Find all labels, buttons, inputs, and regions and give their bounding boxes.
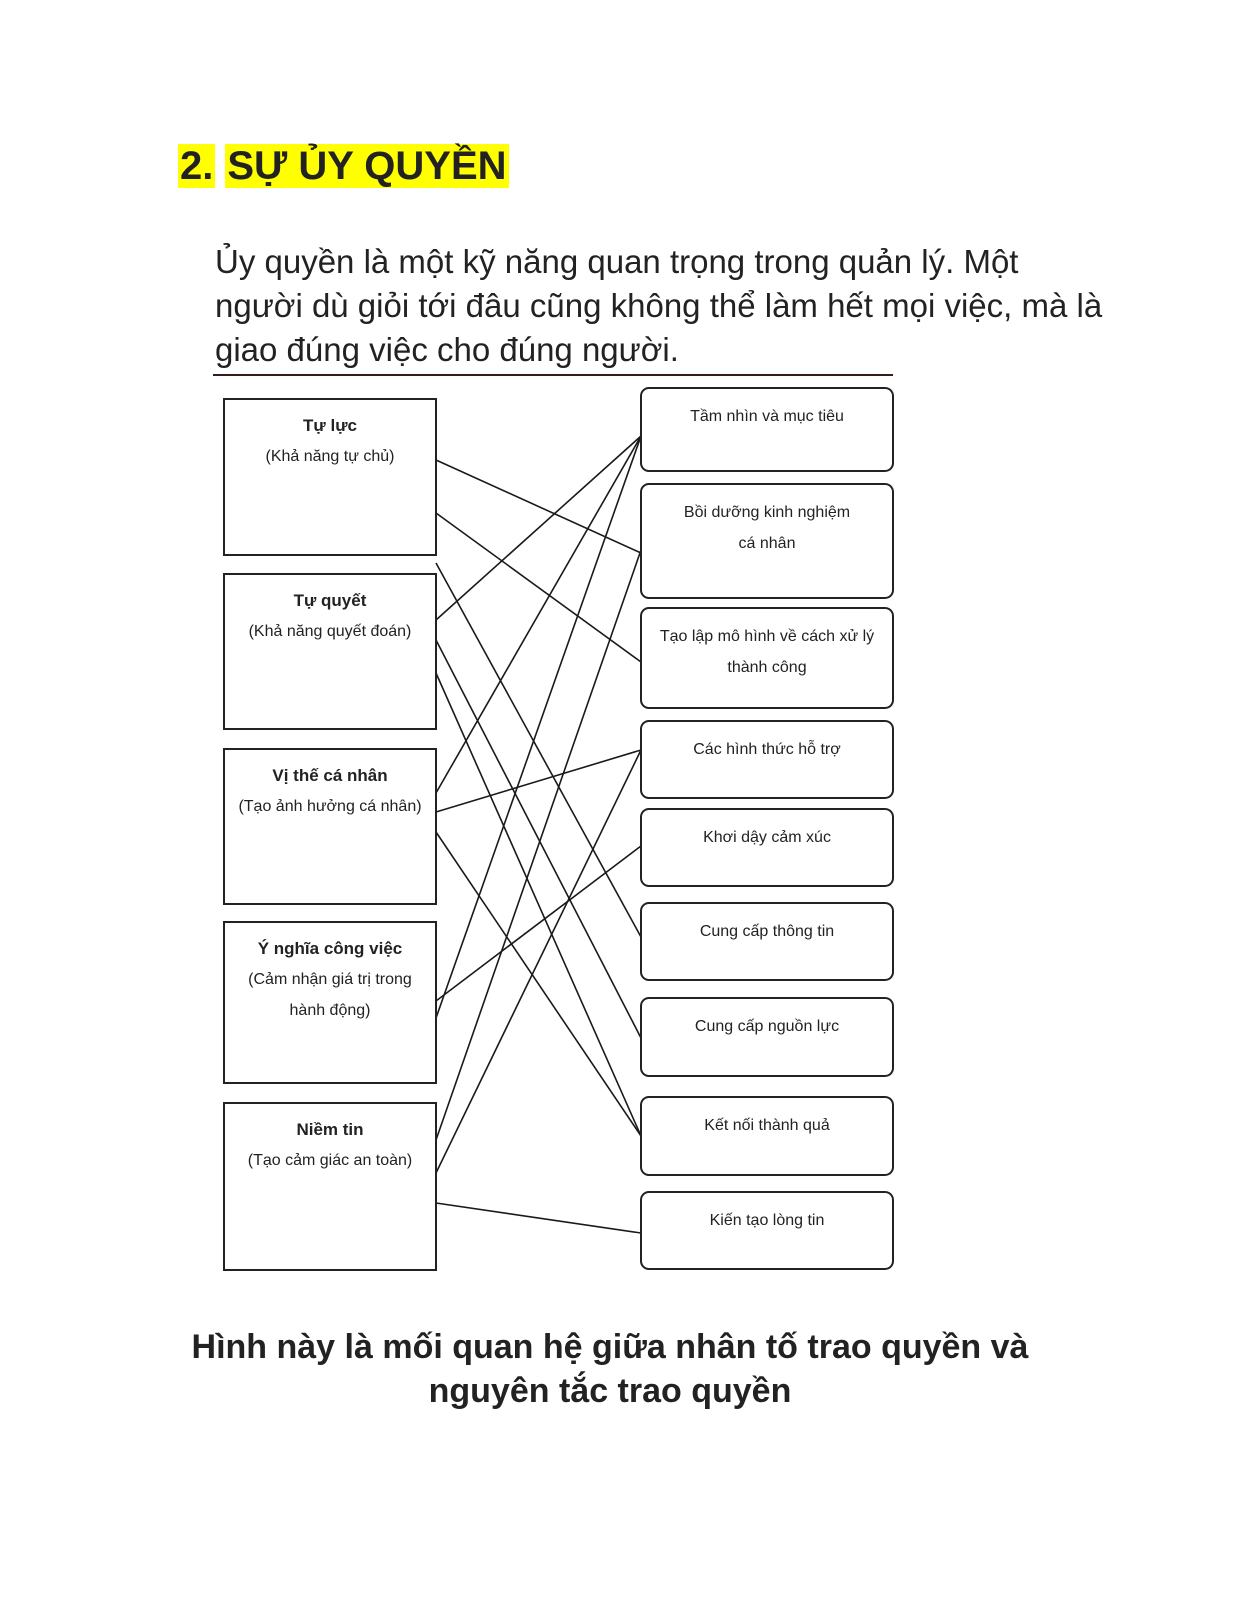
section-title: SỰ ỦY QUYỀN xyxy=(227,144,507,188)
connection-line xyxy=(436,460,641,553)
principle-box-frame xyxy=(641,1192,893,1269)
factor-subtitle: (Cảm nhận giá trị trong xyxy=(248,971,412,988)
principle-label: Kết nối thành quả xyxy=(704,1117,830,1134)
factor-subtitle: (Tạo cảm giác an toàn) xyxy=(247,1152,413,1169)
connection-line xyxy=(436,750,641,1173)
principle-box xyxy=(641,1097,893,1175)
principle-box-frame xyxy=(641,998,893,1076)
factor-box xyxy=(224,749,436,904)
connection-line xyxy=(436,832,641,1136)
factor-box xyxy=(224,399,436,555)
factor-subtitle: (Khả năng quyết đoán) xyxy=(248,623,412,640)
factor-box xyxy=(224,574,436,729)
connection-line xyxy=(436,563,641,937)
factor-box xyxy=(224,1103,436,1270)
principle-box-frame xyxy=(641,608,893,708)
principle-box-frame xyxy=(641,903,893,980)
principle-box xyxy=(641,809,893,886)
principle-label: Tạo lập mô hình về cách xử lý xyxy=(659,628,875,645)
figure-caption xyxy=(100,1325,1120,1413)
connection-line xyxy=(436,436,641,620)
principle-box xyxy=(641,388,893,471)
connection-line xyxy=(436,1203,641,1233)
principle-label: Bồi dưỡng kinh nghiệm xyxy=(683,504,851,521)
principle-label: cá nhân xyxy=(738,535,796,552)
factor-title: Tự quyết xyxy=(293,591,367,610)
principle-label: Các hình thức hỗ trợ xyxy=(693,741,841,758)
connection-line xyxy=(436,436,641,1018)
caption-line-1: Hình này là mối quan hệ giữa nhân tố trao quyền và xyxy=(191,1328,1029,1366)
caption-line-2: nguyên tắc trao quyền xyxy=(428,1372,792,1410)
principle-box-frame xyxy=(641,388,893,471)
connection-line xyxy=(436,550,641,1140)
factor-subtitle: hành động) xyxy=(289,1002,371,1019)
principle-box xyxy=(641,1192,893,1269)
factor-boxes xyxy=(224,399,436,1270)
principle-label: Khơi dậy cảm xúc xyxy=(703,829,831,846)
factor-title: Tự lực xyxy=(303,416,357,435)
principle-box-frame xyxy=(641,721,893,798)
factor-box xyxy=(224,922,436,1083)
principle-label: Tầm nhìn và mục tiêu xyxy=(690,408,844,425)
principle-box xyxy=(641,721,893,798)
factor-subtitle: (Tạo ảnh hưởng cá nhân) xyxy=(238,798,422,815)
intro-paragraph: Ủy quyền là một kỹ năng quan trọng trong quản lý. Một người dù giỏi tới đâu cũng không thể làm hết mọi việc, mà là giao đúng việc cho đúng người. xyxy=(215,243,1103,368)
connection-line xyxy=(436,750,641,812)
factor-subtitle: (Khả năng tự chủ) xyxy=(265,448,395,465)
principle-label: thành công xyxy=(727,659,807,676)
principle-box xyxy=(641,608,893,708)
principle-box xyxy=(641,484,893,598)
connection-line xyxy=(436,673,641,1136)
connection-line xyxy=(436,436,641,793)
section-number: 2. xyxy=(180,144,214,188)
factor-title: Niềm tin xyxy=(296,1120,364,1139)
principle-box-frame xyxy=(641,1097,893,1175)
principle-box xyxy=(641,903,893,980)
factor-title: Ý nghĩa công việc xyxy=(257,939,403,958)
principle-box-frame xyxy=(641,809,893,886)
connection-lines xyxy=(436,436,641,1233)
principle-label: Cung cấp nguồn lực xyxy=(694,1018,840,1035)
principle-label: Kiến tạo lòng tin xyxy=(709,1212,825,1229)
principle-boxes xyxy=(641,388,893,1269)
principle-label: Cung cấp thông tin xyxy=(699,923,835,940)
factor-title: Vị thế cá nhân xyxy=(272,766,388,785)
principle-box xyxy=(641,998,893,1076)
